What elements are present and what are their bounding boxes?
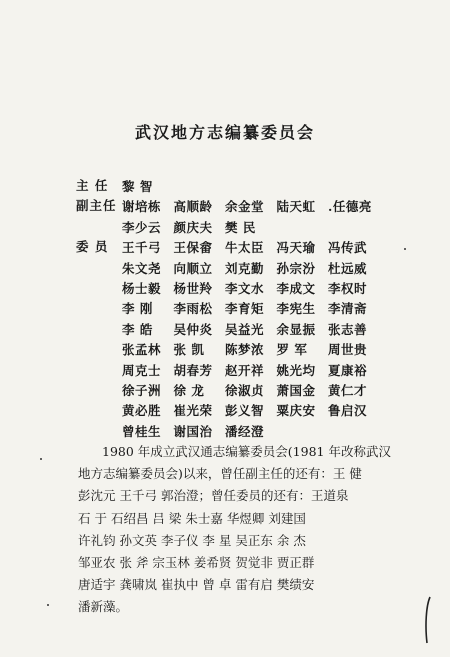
committee-roster (76, 176, 446, 441)
roster-row (76, 278, 446, 298)
member-names (122, 258, 380, 279)
member-names (122, 237, 380, 258)
member-name: 李清斋 (328, 301, 368, 317)
role-label: 副主任 (76, 198, 117, 214)
member-names (122, 217, 277, 238)
member-name: 牛太臣 (225, 240, 265, 256)
roster-row (76, 421, 446, 441)
member-name: 高顺龄 (173, 199, 213, 215)
member-name: 姚光均 (276, 362, 316, 378)
member-name: 李育矩 (225, 301, 265, 317)
member-name: 黄必胜 (122, 403, 162, 419)
note-line: 邹亚农 张 斧 宗玉林 姜希贤 贺觉非 贾正群 (78, 554, 315, 570)
roster-row (76, 400, 446, 420)
member-name: 黎 智 (122, 179, 153, 194)
member-name: 李 刚 (122, 301, 153, 317)
note-line: 潘新藻。 (78, 599, 129, 615)
member-names (122, 400, 380, 421)
member-name: 杨世羚 (173, 280, 213, 296)
member-name: 李少云 (122, 219, 162, 235)
roster-row (76, 258, 446, 278)
member-name: 向顺立 (173, 260, 213, 276)
member-names (122, 360, 380, 381)
roster-row (76, 176, 446, 196)
member-names (122, 196, 380, 217)
member-name: 颜庆夫 (173, 219, 213, 235)
member-name: 崔光荣 (173, 403, 213, 419)
note-line: 许礼钧 孙文英 李子仪 李 星 吴正东 余 杰 (78, 532, 306, 548)
member-name: 李雨松 (173, 301, 213, 317)
member-name: 鲁启汉 (328, 403, 368, 419)
roster-row (76, 217, 446, 237)
member-name: 吴益光 (225, 321, 265, 337)
page-title: 武汉地方志编纂委员会 (134, 123, 315, 142)
member-name: 吴仲炎 (173, 321, 213, 337)
member-name: 李权时 (328, 280, 368, 296)
member-name: 萧国金 (276, 382, 316, 398)
roster-row (76, 237, 446, 257)
member-names (122, 380, 380, 401)
member-name: 周世贵 (328, 342, 368, 358)
member-name: 余金堂 (225, 199, 265, 215)
member-name: 谢培栋 (122, 199, 162, 215)
scan-speck (47, 604, 49, 606)
member-name: 王保畲 (173, 240, 213, 256)
member-name: 彭义智 (225, 403, 265, 419)
member-name: 黄仁才 (328, 382, 368, 398)
member-names (122, 421, 277, 442)
member-name: 夏康裕 (328, 362, 368, 378)
role-label: 主 任 (76, 178, 109, 193)
member-names (122, 176, 174, 197)
member-name: 粟庆安 (276, 403, 316, 419)
member-name: 冯天瑜 (276, 240, 316, 256)
member-name: 胡春芳 (173, 362, 213, 378)
member-name: 余显振 (276, 321, 316, 337)
member-name: 樊 民 (225, 219, 256, 235)
member-name: 刘克勤 (225, 260, 265, 276)
scan-speck (40, 458, 42, 460)
history-note (78, 441, 418, 619)
member-name: 徐 龙 (173, 382, 205, 398)
member-name: 张志善 (328, 321, 368, 337)
roster-row (76, 360, 446, 380)
scan-speck (404, 248, 406, 250)
member-name: 朱文尧 (122, 260, 162, 276)
member-name: 周克士 (122, 362, 162, 378)
roster-row (76, 339, 446, 359)
member-name: 王千弓 (122, 240, 162, 256)
member-name: 曾桂生 (122, 423, 162, 439)
role-label: 委 员 (76, 239, 109, 255)
member-name: 杜远威 (328, 260, 368, 276)
member-name: 李宪生 (276, 301, 316, 317)
member-name: 孙宗汾 (276, 260, 316, 276)
roster-row (76, 298, 446, 318)
note-line: 唐适宇 龚啸岚 崔执中 曾 卓 雷有启 樊绩安 (78, 577, 315, 593)
member-name: .任德亮 (328, 199, 372, 215)
member-name: 杨士毅 (122, 280, 162, 296)
member-name: 张 凯 (173, 342, 205, 358)
member-name: 罗 军 (276, 342, 308, 358)
member-names (122, 278, 380, 299)
member-names (122, 339, 380, 360)
member-name: 赵开祥 (225, 362, 265, 378)
member-name: 冯传武 (328, 240, 368, 256)
roster-row (76, 196, 446, 216)
member-name: 张孟林 (122, 342, 162, 358)
member-name: 谢国治 (173, 423, 213, 439)
note-line: 1980 年成立武汉通志编纂委员会(1981 年改称武汉 (102, 444, 391, 459)
member-name: 李 皓 (122, 321, 153, 337)
member-name: 徐子洲 (122, 382, 162, 398)
member-name: 陈梦浓 (225, 342, 265, 358)
member-name: 李成文 (276, 280, 316, 296)
roster-row (76, 380, 446, 400)
member-names (122, 319, 380, 340)
note-line: 彭沈元 王千弓 郭治澄；曾任委员的还有：王道泉 (78, 488, 349, 504)
note-line: 地方志编纂委员会)以来，曾任副主任的还有：王 健 (78, 466, 362, 482)
member-name: 徐淑贞 (225, 382, 265, 398)
bracket-mark-icon (424, 596, 432, 644)
member-names (122, 298, 380, 319)
member-name: 李文水 (225, 280, 265, 296)
note-line: 石 于 石绍昌 吕 梁 朱士嘉 华煜卿 刘建国 (78, 510, 306, 526)
member-name: 陆天虹 (276, 199, 316, 215)
member-name: 潘经澄 (225, 423, 265, 439)
roster-row (76, 319, 446, 339)
